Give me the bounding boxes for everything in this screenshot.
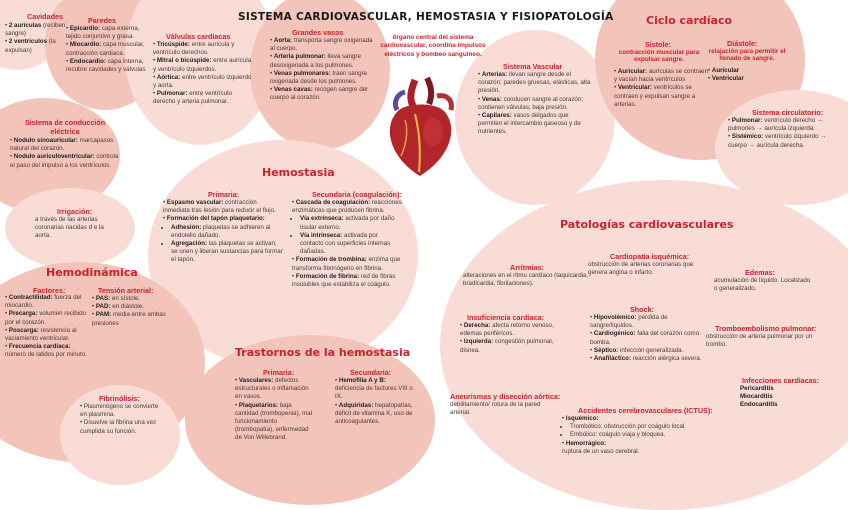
- grandes-vasos-list: • Aorta: transporta sangre oxigenada al cuerpo. • Arteria pulmonar: lleva sangre desoxigenada a los pulmones. • Venas pulmonares: traen sangre oxigenada desde los pulmones. • Venas cavas: recogen sangre del cuerpo al corazón.: [270, 37, 373, 102]
- infecciones-heading: Infecciones cardiacas:: [742, 376, 820, 385]
- edemas-heading: Edemas:: [745, 268, 775, 277]
- tension-heading: Tensión arterial:: [98, 286, 154, 295]
- insuficiencia-list: • Derecha: afecta retorno venoso, edemas periféricos. • Izquierda: congestión pulmonar, disnea.: [460, 322, 554, 354]
- diastole-list: • Auricular • Ventricular: [708, 67, 744, 83]
- conduccion-heading: Sistema de conducción eléctrica: [24, 118, 106, 136]
- arritmias-text: alteraciones en el ritmo cardíaco (taquicardia, bradicardia, fibrilaciones).: [463, 272, 589, 288]
- fibrinolisis-list: • Plasminógeno se convierte en plasmina. • Disuelve la fibrina una vez cumplida su función.: [80, 403, 159, 435]
- factores-list: • Contractilidad: fuerza del miocardio. • Precarga: volumen recibido por el corazón. • Poscarga: resistencia al vaciamiento ventricular. • Frecuencia cardiaca: número de latidos por minuto.: [5, 294, 87, 359]
- valvulas-heading: Válvulas cardiacas: [166, 32, 231, 41]
- shock-heading: Shock:: [630, 305, 654, 314]
- isquemica-heading: Cardiopatía isquémica:: [610, 252, 690, 261]
- hemostasia-secundaria-list: • Cascada de coagulación: reacciones enzimáticas que producen fibrina. • Vía extrínseca: activada por daño tisular externo. • Vía intrínseca: activada por contacto con superficies internas dañadas. • Formación de trombina: enzima que transforma fibrinógeno en fibrina. • Formación de fibrina: red de fibras insolubles que estabiliza el coágulo.: [292, 199, 402, 289]
- acv-list: • Isquémico: • Trombótico: obstrucción por coágulo local. • Embólico: coágulo viaja y bloquea. • Hemorrágico: ruptura de un vaso cerebral.: [562, 415, 732, 456]
- valvulas-list: • Tricúspide: entre aurícula y ventrículo derechos. • Mitral o bicúspide: entre aurícula y ventrículo izquierdos. • Aórtica: entre ventrículo izquierdo y aorta. • Pulmonar: entre ventrículo derecho y arteria pulmonar.: [153, 41, 252, 106]
- shock-list: • Hipovolémico: pérdida de sangre/líquidos. • Cardiogénico: falla del corazón como bomba. • Séptico: infección generalizada. • Anafiláctico: reacción alérgica severa.: [590, 314, 702, 362]
- sistole-heading: Sístole:: [645, 40, 671, 49]
- paredes-list: • Epicardio: capa externa, tejido conjuntivo y grasa. • Miocardio: capa muscular, contracción cardiaca. • Endocardio: capa interna, recubre cavidades y válvulas: [66, 25, 146, 73]
- heart-description: órgano central del sistema cardiovascular, coordina impulsos eléctricos y bombeo sanguíneo.: [380, 34, 486, 58]
- trastornos-secundaria-list: • Hemofilia A y B: deficiencia de factores VIII o IX. • Adquiridas: hepatopatías, déficit de vitamina K, uso de anticoagulantes.: [335, 377, 413, 425]
- circulatorio-list: • Pulmonar: ventrículo derecho → pulmones → aurícula izquierda. • Sistémico: ventrículo izquierdo → cuerpo → aurícula derecha.: [728, 117, 827, 149]
- irrigacion-text: a través de las arterias coronarias nacidas d e la aorta.: [35, 216, 104, 240]
- edemas-text: acumulación de líquido. Localizado o generalizado.: [714, 277, 811, 293]
- hemostasia-secundaria-heading: Secundaria (coagulación):: [312, 190, 402, 199]
- sistole-text: contracción muscular para expulsar sangre.: [618, 49, 700, 63]
- arritmias-heading: Arritmias:: [510, 263, 544, 272]
- page-title: SISTEMA CARDIOVASCULAR, HEMOSTASIA Y FISIOPATOLOGÍA: [238, 11, 614, 23]
- trastornos-primaria-heading: Primaria:: [263, 368, 295, 377]
- conduccion-list: • Nodulo sinoauricular: marcapasos natural del corazón. • Nodulo auriculoventricular: controla el paso del impulso a los ventrículos.: [10, 137, 119, 169]
- infecciones-list: Pericarditis Miocarditis Endocarditis: [740, 385, 778, 409]
- tension-list: • PAS: en sístole. • PAD: en diástole. • PAM: media entre ambas presiones: [92, 295, 166, 327]
- trastornos-secundaria-heading: Secundaria:: [350, 368, 392, 377]
- trastornos-primaria-list: • Vasculares: defectos estructurales o inflamación en vasos. • Plaquetarios: baja cantidad (trombopenia), mal funcionamiento (trombopatía), enfermedad de Von Willebrand.: [235, 377, 313, 442]
- isquemica-text: obstrucción de arterias coronarias que genera angina o infarto.: [588, 261, 694, 277]
- heart-illustration: [375, 72, 465, 182]
- acv-heading: Accidentes cerebrovasculares (ICTUS):: [578, 406, 713, 415]
- fibrinolisis-heading: Fibrinólisis:: [99, 394, 140, 403]
- patologias-heading: Patologías cardiovasculares: [560, 218, 734, 231]
- vascular-heading: Sistema Vascular: [503, 62, 563, 71]
- tromboembolismo-heading: Tromboembolismo pulmonar:: [715, 324, 817, 333]
- aneurismas-text: debilitamiento/ rotura de la pared arterial.: [450, 401, 541, 417]
- factores-heading: Factores:: [33, 286, 66, 295]
- circulatorio-heading: Sistema circulatorio:: [752, 108, 824, 117]
- sistole-list: • Auricular: aurículas se contraen y vacían hacia ventrículos • Ventricular: ventrículos se contraen y expulsan sangre a arterias.: [614, 68, 709, 108]
- paredes-heading: Paredes: [88, 16, 116, 25]
- cavidades-heading: Cavidades: [27, 12, 63, 21]
- diastole-text: relajación para permitir el llenado de sangre.: [708, 48, 786, 62]
- hemodinamica-heading: Hemodinámica: [46, 266, 138, 279]
- grandes-vasos-heading: Grandes vasos: [292, 28, 344, 37]
- hemostasia-primaria-heading: Primaria:: [208, 190, 240, 199]
- hemostasia-primaria-list: • Espasmo vascular: contracción inmediata tras lesión para reducir el flujo. • Formación del tapón plaquetario: • Adhesión: plaquetas se adhieren al endotelio dañado. • Agregación: las plaquetas se activan, se unen y liberan sustancias para formar el tapón.: [163, 199, 283, 265]
- cavidades-list: • 2 aurículas (reciben sangre) • 2 ventrículos (la expulsan): [5, 22, 66, 54]
- ciclo-heading: Ciclo cardíaco: [646, 14, 733, 27]
- tromboembolismo-text: obstrucción de arteria pulmonar por un trombo.: [706, 333, 813, 349]
- diastole-heading: Diástole:: [727, 39, 758, 48]
- insuficiencia-heading: Insuficiencia cardiaca:: [467, 313, 545, 322]
- irrigacion-heading: Irrigación:: [57, 207, 93, 216]
- aneurismas-heading: Aneurismas y disección aórtica:: [450, 392, 561, 401]
- vascular-list: • Arterias: llevan sangre desde el corazón; paredes gruesas, elásticas, alta presión. • Venas: conducen sangre al corazón; contienen válvulas; baja presión. • Capilares: vasos delgados que permiten el intercambio gaseoso y de nutrientes.: [478, 71, 591, 136]
- hemostasia-heading: Hemostasia: [262, 166, 335, 179]
- trastornos-heading: Trastornos de la hemostasia: [235, 346, 411, 359]
